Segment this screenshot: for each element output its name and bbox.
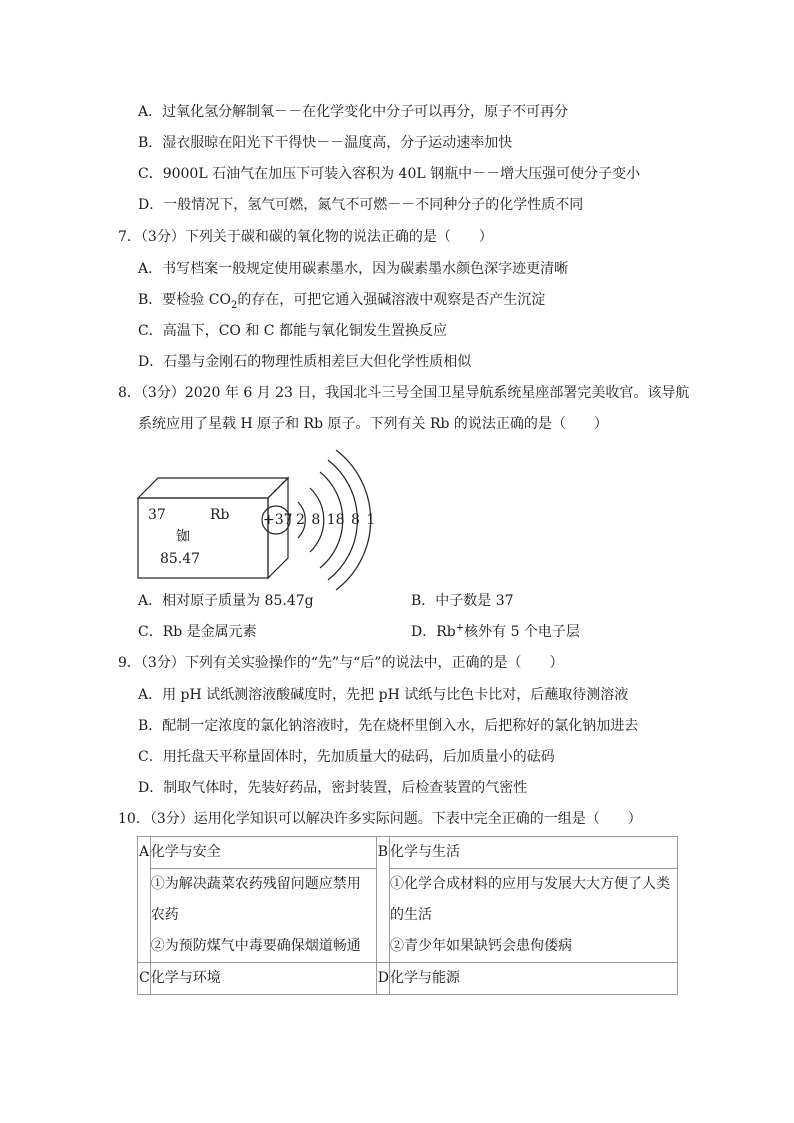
atom-shell-electrons: 2 8 18 8 1	[296, 512, 376, 528]
q7-option-a: A．书写档案一般规定使用碳素墨水，因为碳素墨水颜色深字迹更清晰	[138, 261, 569, 277]
table-cell-title-b: 化学与生活	[389, 837, 677, 869]
q7-option-b-sub: 2	[230, 299, 238, 311]
q7-option-b-pre: B．要检验 CO	[138, 292, 231, 308]
q6-option-d: D．一般情况下，氢气可燃，氮气不可燃－－不同种分子的化学性质不同	[138, 197, 584, 213]
table-item-b1-line1: ①化学合成材料的应用与发展大大方便了人类	[389, 876, 670, 892]
table-cell-items-a	[150, 869, 376, 963]
q8-option-a: A．相对原子质量为 85.47g	[138, 593, 314, 609]
element-name: 铷	[176, 529, 190, 545]
q8-option-d-post: 核外有 5 个电子层	[464, 624, 580, 640]
table-cell-label-d: D	[376, 963, 389, 995]
q9-option-b: B．配制一定浓度的氯化钠溶液时，先在烧杯里倒入水，后把称好的氯化钠加进去	[138, 718, 639, 734]
q6-option-b: B．湿衣服晾在阳光下干得快－－温度高，分子运动速率加快	[138, 135, 513, 151]
table-item-b1-line2: 的生活	[389, 907, 432, 923]
table-cell-title-d: 化学与能源	[389, 963, 677, 995]
q9-option-d: D．制取气体时，先装好药品，密封装置，后检查装置的气密性	[138, 780, 528, 796]
element-atomic-number: 37	[148, 507, 166, 523]
q6-option-a: A．过氧化氢分解制氧－－在化学变化中分子可以再分，原子不可再分	[138, 104, 569, 120]
atom-structure-diagram	[258, 450, 388, 590]
q9-option-c: C．用托盘天平称量固体时，先加质量大的砝码，后加质量小的砝码	[138, 749, 555, 765]
q10-table	[137, 836, 678, 995]
table-item-b2: ②青少年如果缺钙会患佝偻病	[389, 938, 572, 954]
table-cell-label-c: C	[138, 963, 151, 995]
q7-option-b-post: 的存在，可把它通入强碱溶液中观察是否产生沉淀	[237, 292, 546, 308]
q8-stem-line1: 8．（3分）2020 年 6 月 23 日，我国北斗三号全国卫星导航系统星座部署完美收官。该导航	[118, 385, 690, 401]
element-symbol: Rb	[210, 507, 230, 523]
table-item-a1-line2: 农药	[150, 907, 179, 923]
table-row	[138, 869, 678, 963]
atom-nucleus: +37	[263, 512, 293, 528]
q9-option-a: A．用 pH 试纸测溶液酸碱度时，先把 pH 试纸与比色卡比对，后蘸取待测溶液	[138, 687, 629, 703]
q7-option-c: C．高温下，CO 和 C 都能与氧化铜发生置换反应	[138, 323, 447, 339]
q8-stem-line2: 系统应用了星载 H 原子和 Rb 原子。下列有关 Rb 的说法正确的是（ ）	[138, 416, 608, 432]
table-item-a2: ②为预防煤气中毒要确保烟道畅通	[150, 938, 361, 954]
table-cell-label-a: A	[138, 837, 151, 963]
q8-option-b: B．中子数是 37	[411, 593, 514, 609]
q6-option-c: C．9000L 石油气在加压下可装入容积为 40L 钢瓶中－－增大压强可使分子变小	[138, 166, 641, 182]
q8-option-c: C．Rb 是金属元素	[138, 624, 257, 640]
q7-option-d: D．石墨与金刚石的物理性质相差巨大但化学性质相似	[138, 354, 472, 370]
table-cell-items-b	[389, 869, 677, 963]
table-item-a1-line1: ①为解决蔬菜农药残留问题应禁用	[150, 876, 361, 892]
q8-option-d	[411, 623, 580, 641]
q7-stem: 7．（3分）下列关于碳和碳的氧化物的说法正确的是（ ）	[118, 229, 493, 245]
table-cell-lines-b	[390, 869, 677, 962]
q7-option-b	[138, 291, 545, 309]
table-cell-lines-a	[151, 869, 376, 962]
table-cell-title-a: 化学与安全	[150, 837, 376, 869]
q10-stem: 10．（3分）运用化学知识可以解决许多实际问题。下表中完全正确的一组是（ ）	[118, 811, 642, 827]
table-cell-label-b: B	[376, 837, 389, 963]
table-row	[138, 837, 678, 869]
table-row	[138, 963, 678, 995]
q8-option-d-sup: +	[455, 622, 465, 634]
element-atomic-mass: 85.47	[160, 551, 201, 567]
q9-stem: 9．（3分）下列有关实验操作的“先”与“后”的说法中，正确的是（ ）	[118, 655, 564, 671]
table-cell-title-c: 化学与环境	[150, 963, 376, 995]
q8-option-d-pre: D．Rb	[411, 624, 456, 640]
